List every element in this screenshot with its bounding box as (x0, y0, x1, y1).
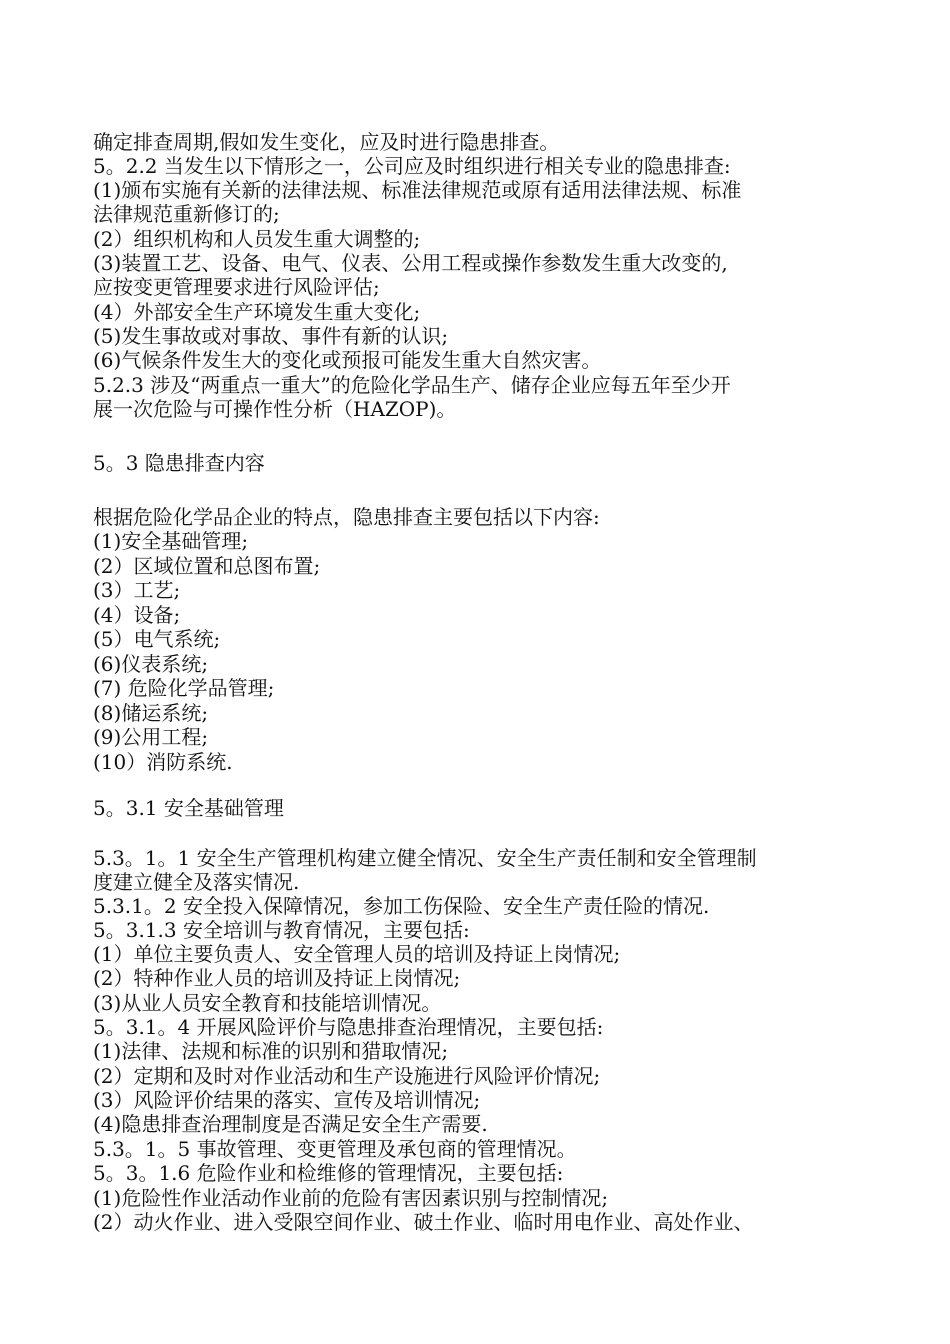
text-line: 5.3.1。2 安全投入保障情况，参加工伤保险、安全生产责任险的情况. (93, 894, 710, 918)
text-line: 5.3。1。5 事故管理、变更管理及承包商的管理情况。 (93, 1137, 577, 1161)
text-line: (3)装置工艺、设备、电气、仪表、公用工程或操作参数发生重大改变的, (93, 251, 728, 275)
text-line: 应按变更管理要求进行风险评估; (93, 275, 380, 299)
list-item: (1)危险性作业活动作业前的危险有害因素识别与控制情况; (93, 1186, 609, 1210)
list-item: (6)仪表系统; (93, 652, 209, 676)
list-item: (3）风险评价结果的落实、宣传及培训情况; (93, 1088, 481, 1112)
list-item: (2）定期和及时对作业活动和生产设施进行风险评价情况; (93, 1064, 601, 1088)
list-item: (2）区域位置和总图布置; (93, 554, 321, 578)
text-line: 5。3.1.3 安全培训与教育情况，主要包括: (93, 918, 470, 942)
text-line: (1)颁布实施有关新的法律法规、标准法律规范或原有适用法律法规、标准 (93, 178, 742, 202)
text-line: 5.2.3 涉及“两重点一重大”的危险化学品生产、储存企业应每五年至少开 (93, 373, 731, 397)
list-item: (4）设备; (93, 603, 181, 627)
list-item: (2）动火作业、进入受限空间作业、破土作业、临时用电作业、高处作业、 (93, 1210, 754, 1234)
list-item: (7) 危险化学品管理; (93, 676, 275, 700)
section-heading: 5。3 隐患排查内容 (93, 451, 265, 475)
list-item: (4)隐患排查治理制度是否满足安全生产需要. (93, 1112, 488, 1136)
list-item: (3）工艺; (93, 578, 181, 602)
text-line: 确定排查周期,假如发生变化，应及时进行隐患排查。 (93, 130, 560, 154)
text-line: 5。3.1。4 开展风险评价与隐患排查治理情况，主要包括: (93, 1015, 604, 1039)
list-item: (1）单位主要负责人、安全管理人员的培训及持证上岗情况; (93, 942, 621, 966)
list-item: (8)储运系统; (93, 701, 209, 725)
list-item: (2）特种作业人员的培训及持证上岗情况; (93, 966, 461, 990)
list-item: (5）电气系统; (93, 627, 221, 651)
list-item: (3)从业人员安全教育和技能培训情况。 (93, 991, 442, 1015)
text-line: 展一次危险与可操作性分析（HAZOP)。 (93, 397, 457, 421)
text-line: (2）组织机构和人员发生重大调整的; (93, 227, 421, 251)
list-item: (1)安全基础管理; (93, 529, 249, 553)
text-line: (6)气候条件发生大的变化或预报可能发生重大自然灾害。 (93, 348, 602, 372)
text-line: 根据危险化学品企业的特点，隐患排查主要包括以下内容: (93, 505, 600, 529)
text-line: 5。2.2 当发生以下情形之一，公司应及时组织进行相关专业的隐患排查: (93, 154, 731, 178)
text-line: 法律规范重新修订的; (93, 202, 280, 226)
section-heading: 5。3.1 安全基础管理 (93, 796, 284, 820)
text-line: 度建立健全及落实情况. (93, 870, 300, 894)
list-item: (10）消防系统. (93, 750, 233, 774)
text-line: 5.3。1。1 安全生产管理机构建立健全情况、安全生产责任制和安全管理制 (93, 846, 757, 870)
text-line: (4）外部安全生产环境发生重大变化; (93, 300, 421, 324)
list-item: (9)公用工程; (93, 725, 209, 749)
text-line: (5)发生事故或对事故、事件有新的认识; (93, 324, 449, 348)
text-line: 5。3。1.6 危险作业和检维修的管理情况，主要包括: (93, 1161, 564, 1185)
list-item: (1)法律、法规和标准的识别和猎取情况; (93, 1039, 449, 1063)
